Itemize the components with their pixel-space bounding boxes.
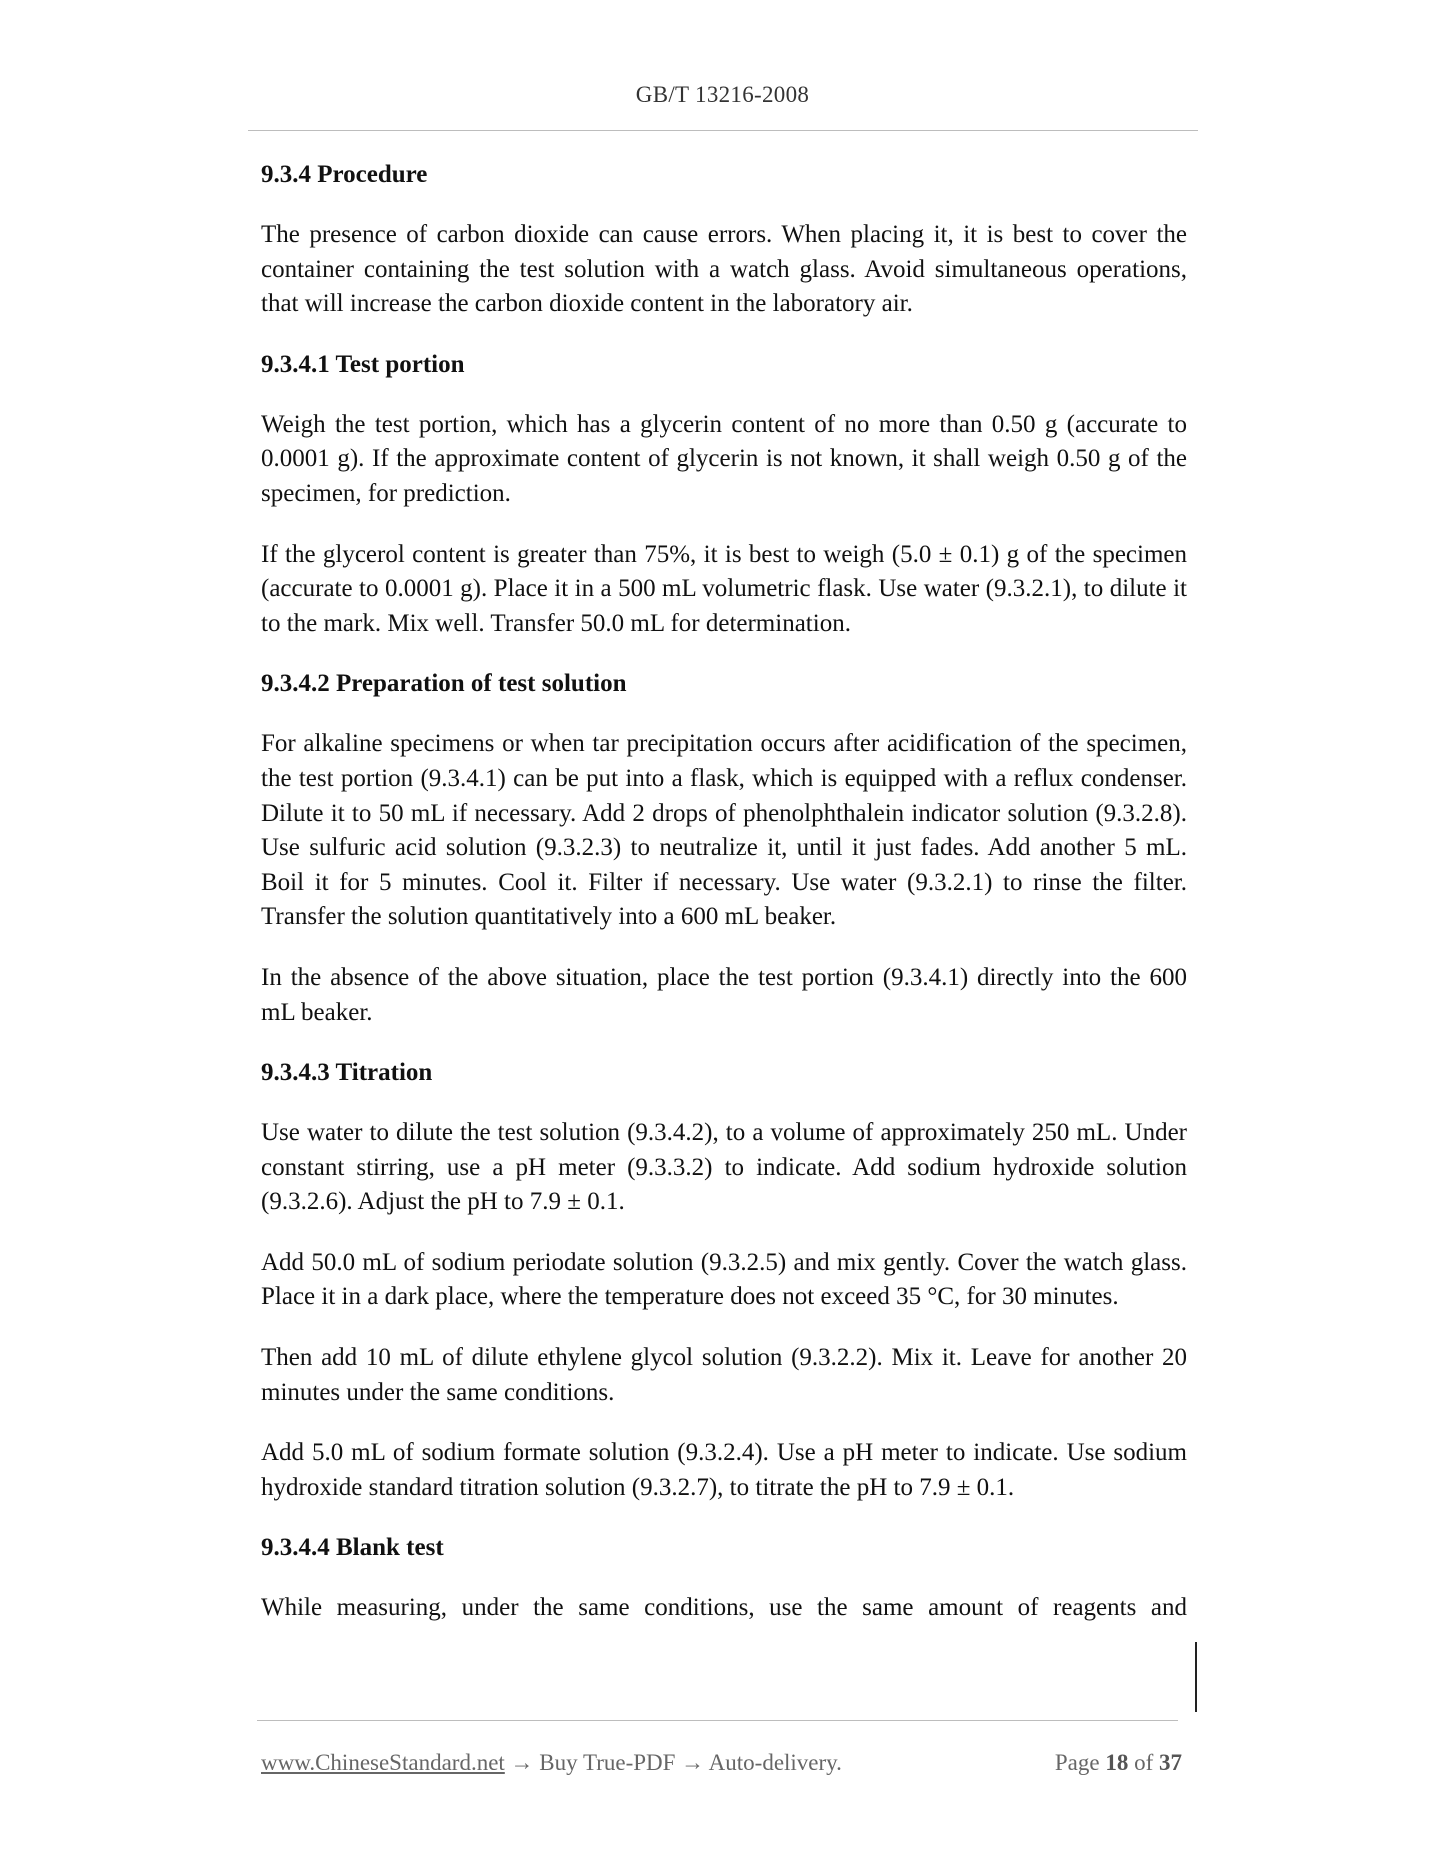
paragraph: In the absence of the above situation, place the test portion (9.3.4.1) directly into the 600 mL beaker. xyxy=(261,963,1187,1026)
heading-9-3-4: 9.3.4 Procedure xyxy=(261,161,428,188)
running-header: GB/T 13216-2008 xyxy=(635,82,810,107)
page-body xyxy=(261,158,1187,1626)
paragraph: Weigh the test portion, which has a glycerin content of no more than 0.50 g (accurate to 0.0001 g). If the approximate content of glycerin is not known, it shall weigh 0.50 g of the specimen, for prediction. xyxy=(261,410,1187,507)
paragraph: Add 5.0 mL of sodium formate solution (9.3.2.4). Use a pH meter to indicate. Use sodium hydroxide standard titration solution (9.3.2.7), to titrate the pH to 7.9 ± 0.1. xyxy=(261,1439,1187,1501)
heading-9-3-4-4: 9.3.4.4 Blank test xyxy=(261,1534,444,1562)
change-bar xyxy=(1195,1642,1197,1712)
footer-rule xyxy=(257,1720,1178,1721)
page-current: 18 xyxy=(1105,1750,1129,1775)
paragraph: Then add 10 mL of dilute ethylene glycol solution (9.3.2.2). Mix it. Leave for another 20 minutes under the same conditions. xyxy=(261,1344,1187,1406)
paragraph: The presence of carbon dioxide can cause errors. When placing it, it is best to cover the container containing the test solution with a watch glass. Avoid simultaneous operations, that will increase the carbon dioxide content in the laboratory air. xyxy=(261,221,1187,318)
footer-promo xyxy=(261,1750,842,1776)
heading-9-3-4-3: 9.3.4.3 Titration xyxy=(261,1059,433,1087)
header-rule xyxy=(248,130,1198,131)
page-number xyxy=(1055,1750,1182,1776)
paragraph: While measuring, under the same conditions, use the same amount of reagents and xyxy=(261,1594,1187,1622)
heading-9-3-4-1: 9.3.4.1 Test portion xyxy=(261,350,465,378)
page-label: Page xyxy=(1054,1750,1100,1775)
paragraph: For alkaline specimens or when tar precipitation occurs after acidification of the specimen, the test portion (9.3.4.1) can be put into a flask, which is equipped with a reflux condenser. Dilute it to 50 mL if necessary. Add 2 drops of phenolphthalein indicator solution (9.3.2.8). Use sulfuric acid solution (9.3.2.3) to neutralize it, until it just fades. Add another 5 mL. Boil it for 5 minutes. Cool it. Filter if necessary. Use water (9.3.2.1) to rinse the filter. Transfer the solution quantitatively into a 600 mL beaker. xyxy=(261,730,1187,931)
page-total: 37 xyxy=(1159,1750,1182,1775)
paragraph: Add 50.0 mL of sodium periodate solution (9.3.2.5) and mix gently. Cover the watch glass. Place it in a dark place, where the temperature does not exceed 35 °C, for 30 minutes. xyxy=(261,1248,1187,1311)
footer-promo-text: → Buy True-PDF → Auto-delivery. xyxy=(504,1750,842,1775)
heading-9-3-4-2: 9.3.4.2 Preparation of test solution xyxy=(261,670,627,698)
website-link[interactable]: www.ChineseStandard.net xyxy=(261,1750,505,1775)
page-of: of xyxy=(1134,1750,1154,1775)
paragraph: Use water to dilute the test solution (9.3.4.2), to a volume of approximately 250 mL. Under constant stirring, use a pH meter (9.3.3.2) to indicate. Add sodium hydroxide solution (9.3.2.6). Adjust the pH to 7.9 ± 0.1. xyxy=(261,1119,1187,1216)
paragraph: If the glycerol content is greater than 75%, it is best to weigh (5.0 ± 0.1) g of the specimen (accurate to 0.0001 g). Place it in a 500 mL volumetric flask. Use water (9.3.2.1), to dilute it to the mark. Mix well. Transfer 50.0 mL for determination. xyxy=(261,540,1187,637)
